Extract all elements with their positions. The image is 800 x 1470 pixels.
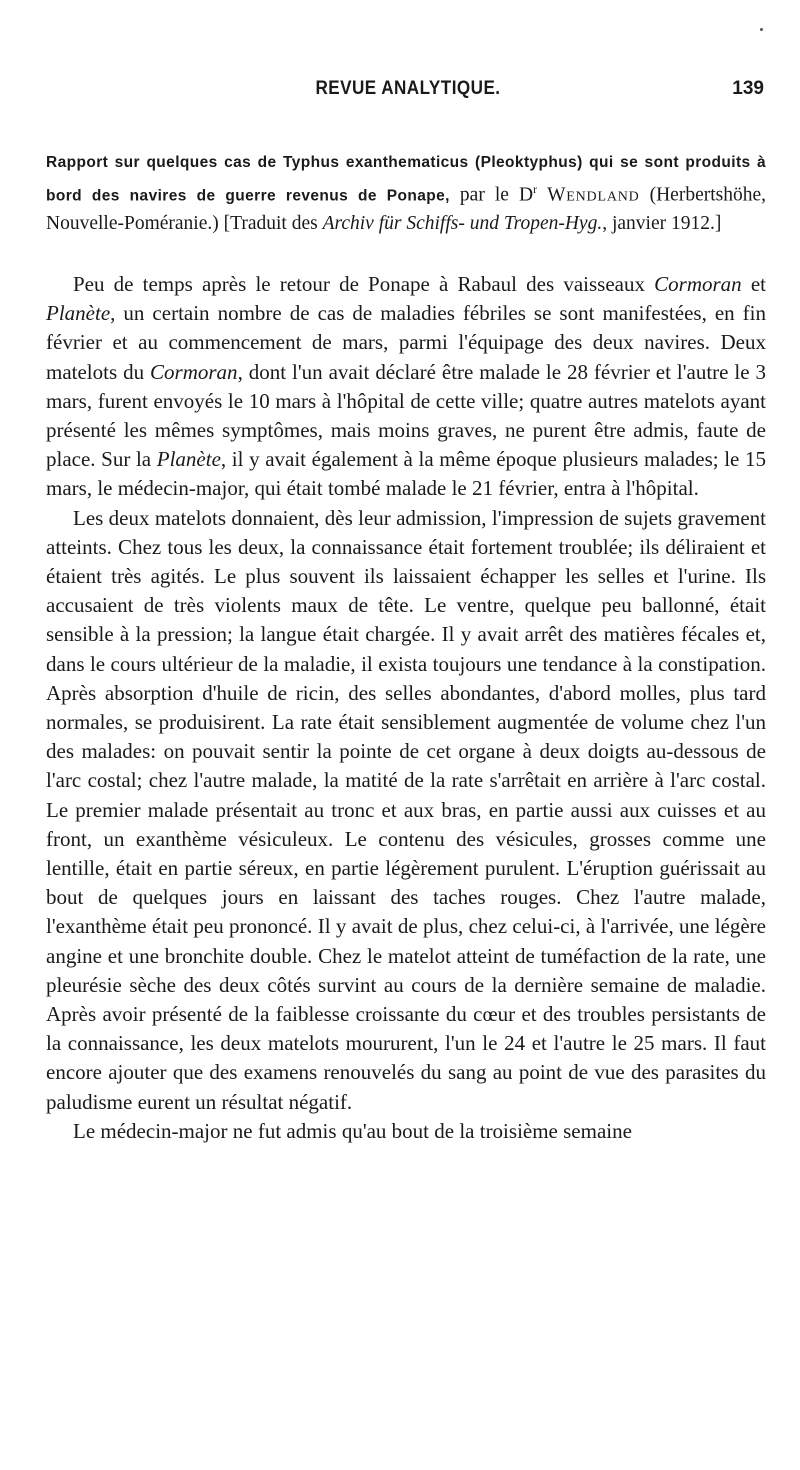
entry-location: (Herbertshöhe, Nouvelle-Poméranie.)	[46, 184, 767, 234]
paragraph-3: Le médecin-major ne fut admis qu'au bout de la troisième semaine	[73, 1118, 632, 1143]
ship-name-cormoran: Cormoran	[654, 272, 742, 296]
ship-name-planete-2: Planète	[156, 447, 221, 472]
review-entry-heading	[46, 148, 766, 237]
p1-text-4: , dont l'un avait déclaré être malade le 28 février et l'autre le 3 mars, furent envoyés le 10 mars à l'hôpital de cette ville; quatre autres matelots ayant présenté les mêmes symptômes, mais moins graves, ne purent être admis, faute de place. Sur la	[46, 359, 766, 472]
p1-text-5: , il y avait également à la même époque plusieurs malades; le 15 mars, le médecin-major, qui était tombé malade le 21 février, entra à l'hôpital.	[46, 447, 766, 501]
entry-translated-from: [Traduit des	[218, 212, 323, 234]
entry-date: , janvier 1912.]	[602, 212, 722, 234]
entry-by: par le D	[449, 184, 534, 206]
ship-name-cormoran-2: Cormoran	[150, 359, 238, 384]
entry-title: Rapport sur quelques cas de Typhus exanthematicus (Pleoktyphus) qui se sont produits à bord des navires de guerre revenus de Ponape,	[46, 154, 766, 205]
p1-text-1: Peu de temps après le retour de Ponape à Rabaul des vaisseaux	[73, 272, 655, 296]
paragraph-1	[46, 270, 766, 504]
entry-dr-superscript: r	[533, 182, 538, 196]
entry-author: Wendland	[547, 184, 640, 206]
p1-text-2: et	[741, 272, 767, 296]
running-head	[48, 78, 768, 112]
running-title: REVUE ANALYTIQUE.	[315, 78, 501, 99]
article-body	[46, 270, 766, 1146]
scan-speck	[760, 28, 763, 31]
ship-name-planete: Planète	[46, 301, 111, 326]
page-number: 139	[732, 78, 764, 99]
p1-text-3: , un certain nombre de cas de maladies fébriles se sont manifestées, en fin février et au commencement de mars, parmi l'équipage des deux navires. Deux matelots du	[46, 301, 766, 384]
paragraph-2: Les deux matelots donnaient, dès leur admission, l'impression de sujets gravement atteints. Chez tous les deux, la connaissance était fortement troublée; ils déliraient et étaient très agités. Le plus souvent ils laissaient échapper les selles et l'urine. Ils accusaient de très violents maux de tête. Le ventre, quelque peu ballonné, était sensible à la pression; la langue était chargée. Il y avait arrêt des matières fécales et, dans le cours ultérieur de la maladie, il exista toujours une tendance à la constipation. Après absorption d'huile de ricin, des selles abondantes, d'abord molles, plus tard normales, se produisirent. La rate était sensiblement augmentée de volume chez l'un des malades: on pouvait sentir la pointe de cet organe à deux doigts au-dessous de l'arc costal; chez l'autre malade, la matité de la rate s'arrêtait en arrière à l'arc costal. Le premier malade présentait au tronc et aux bras, en partie aussi aux cuisses et au front, un exanthème vésiculeux. Le contenu des vésicules, grosses comme une lentille, était en partie séreux, en partie légèrement purulent. L'éruption guérissait au bout de quelques jours en laissant des taches rouges. Chez l'autre malade, l'exanthème était peu prononcé. Il y avait de plus, chez celui-ci, à l'arrivée, une légère angine et une bronchite double. Chez le matelot atteint de tuméfaction de la rate, une pleurésie sèche des deux côtés survint au cours de la dernière semaine de maladie. Après avoir présenté de la faiblesse croissante du cœur et des troubles persistants de la connaissance, les deux matelots moururent, l'un le 24 et l'autre le 25 mars. Il faut encore ajouter que des examens renouvelés du sang au point de vue des parasites du paludisme eurent un résultat négatif.	[46, 505, 766, 1114]
entry-journal: Archiv für Schiffs- und Tropen-Hyg.	[322, 212, 603, 234]
